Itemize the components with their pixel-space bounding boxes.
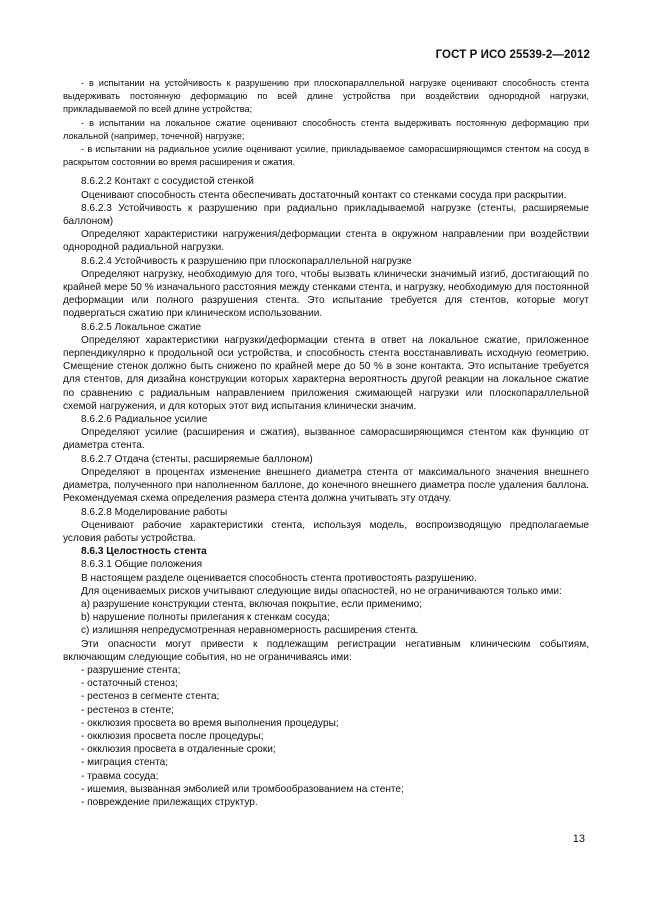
event-item: - окклюзия просвета после процедуры; — [81, 730, 264, 742]
event-item: - миграция стента; — [81, 757, 169, 769]
section-text: Определяют в процентах изменение внешнего диаметра стента от максимального значения внешнего диаметра, полученного при наполненном баллоне, до конечного внешнего диаметра после удаления баллона. Рекомендуемая схема определения размера стента должна учитывать эту отдачу. — [63, 466, 589, 505]
section-heading: 8.6.2.3 Устойчивость к разрушению при радиально прикладываемой нагрузке (стенты, расширяемые баллоном) — [63, 202, 589, 228]
hazard-item: а) разрушение конструкции стента, включая покрытие, если применимо; — [81, 598, 423, 610]
event-item: - повреждение прилежащих структур. — [81, 796, 258, 808]
section-heading: 8.6.2.8 Моделирование работы — [81, 506, 228, 518]
event-item: - травма сосуда; — [81, 770, 159, 782]
event-item: - ишемия, вызванная эмболией или тромбообразованием на стенте; — [81, 783, 404, 795]
section-text: Оценивают способность стента обеспечивать достаточный контакт со стенками сосуда при раскрытии. — [81, 189, 567, 201]
section-text: Определяют характеристики нагрузки/деформации стента в ответ на локальное сжатие, приложенное перпендикулярно к продольной оси устройства, и способность стента восстанавливать исходную геометрию. Смещение стенок должно быть снижено по крайней мере до 50 % в зоне контакта. Это испытание требуется для стентов, для дизайна конструкции которых характерна вероятность другой реакции на локальное сжатие по сравнению с радиальным направлением приложения сжимающей нагрузки или плоскопараллельной схемой нагружения, и для которых этот вид испытания клинически значим. — [63, 334, 589, 412]
page-body — [63, 77, 589, 809]
integrity-paragraph: Для оцениваемых рисков учитывают следующие виды опасностей, но не ограничиваются только ими: — [81, 585, 562, 597]
event-item: - окклюзия просвета во время выполнения процедуры; — [81, 717, 339, 729]
integrity-heading: 8.6.3 Целостность стента — [81, 546, 207, 558]
section-heading: 8.6.2.4 Устойчивость к разрушению при плоскопараллельной нагрузке — [81, 255, 412, 267]
hazard-item: c) излишняя непредусмотренная неравномерность расширения стента. — [81, 625, 419, 637]
document-header: ГОСТ Р ИСО 25539-2—2012 — [435, 49, 590, 61]
section-heading: 8.6.2.2 Контакт с сосудистой стенкой — [81, 176, 254, 188]
integrity-paragraph: В настоящем разделе оценивается способность стента противостоять разрушению. — [81, 572, 477, 584]
intro-item: - в испытании на локальное сжатие оценивают способность стента выдерживать постоянную деформацию при локальной (например, точечной) нагрузке; — [63, 117, 589, 141]
section-text: Определяют усилие (расширения и сжатия), вызванное саморасширяющимся стентом как функцию от диаметра стента. — [63, 427, 589, 452]
section-text: Определяют характеристики нагружения/деформации стента в окружном направлении при воздействии однородной радиальной нагрузки. — [63, 229, 589, 254]
intro-item: - в испытании на радиальное усилие оценивают усилие, прикладываемое саморасширяющимся стентом на сосуд в раскрытом состоянии во время расширения и сжатия. — [63, 144, 589, 168]
page-number: 13 — [572, 833, 585, 845]
event-item: - разрушение стента; — [81, 664, 181, 676]
integrity-subheading: 8.6.3.1 Общие положения — [81, 559, 203, 571]
section-heading: 8.6.2.7 Отдача (стенты, расширяемые баллоном) — [81, 453, 313, 465]
event-item: - остаточный стеноз; — [81, 678, 178, 690]
section-text: Определяют нагрузку, необходимую для того, чтобы вызвать клинически значимый изгиб, достигающий по крайней мере 50 % изначального расстояния между стенками стента, и нагрузку, необходимую для постоянной деформации или полного разрушения стента. Это испытание требуется для стентов, которые могут подвергаться сжатию при клиническом использовании. — [63, 268, 589, 320]
section-heading: 8.6.2.6 Радиальное усилие — [81, 414, 208, 426]
section-heading: 8.6.2.5 Локальное сжатие — [81, 321, 202, 333]
intro-item: - в испытании на устойчивость к разрушению при плоскопараллельной нагрузке оценивают способность стента выдерживать постоянную деформацию по всей длине устройства при воздействии однородной нагрузки, прикладываемой по всей длине устройства; — [63, 78, 589, 115]
event-item: - рестеноз в сегменте стента; — [81, 691, 220, 703]
hazard-item: b) нарушение полноты прилегания к стенкам сосуда; — [81, 612, 330, 624]
event-item: - рестеноз в стенте; — [81, 704, 174, 716]
integrity-paragraph: Эти опасности могут привести к подлежащим регистрации негативным клиническим событиям, включающим следующие события, но не ограничиваясь ими: — [63, 638, 589, 663]
event-item: - окклюзия просвета в отдаленные сроки; — [81, 744, 276, 756]
section-text: Оценивают рабочие характеристики стента, используя модель, воспроизводящую предполагаемые условия работы устройства. — [63, 519, 589, 544]
